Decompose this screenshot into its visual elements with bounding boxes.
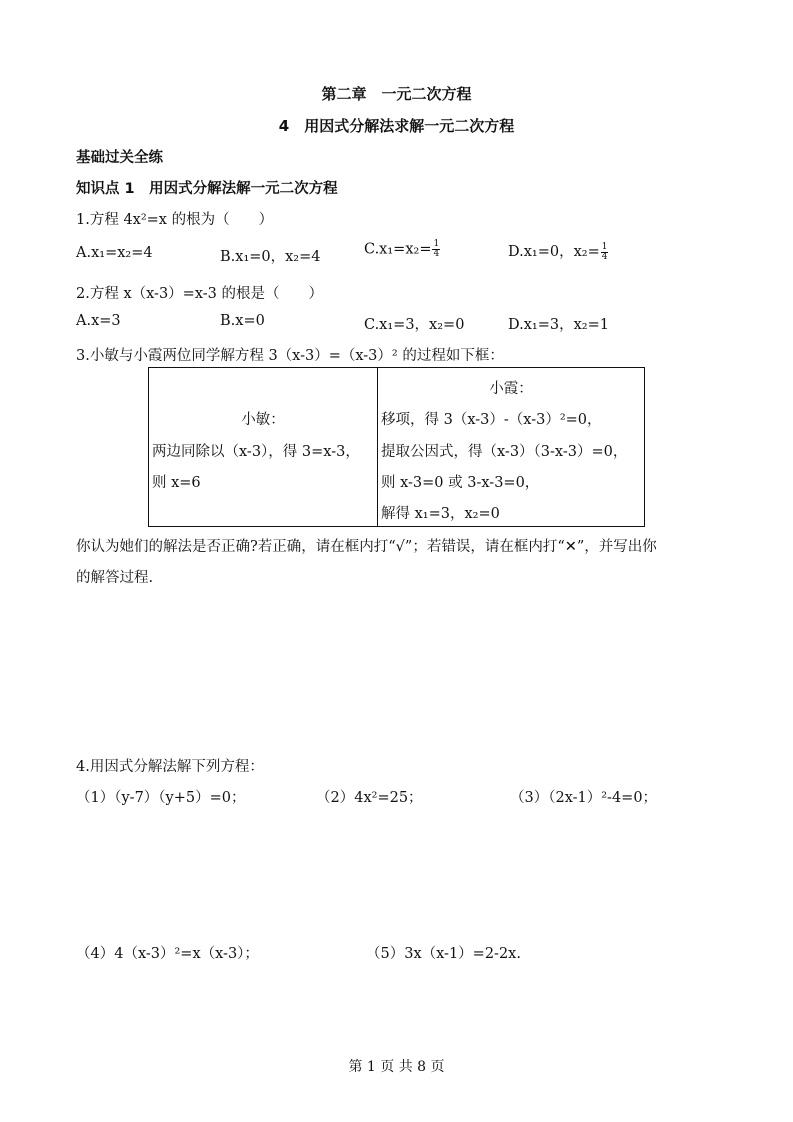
q2-stem: 2.方程 x（x-3）=x-3 的根是（ ） <box>76 286 323 302</box>
xiaoxia-step-1: 移项，得 3（x-3）-（x-3）²=0， <box>381 412 602 428</box>
solution-comparison-table <box>148 367 645 527</box>
fraction-one-quarter <box>601 243 609 262</box>
xiaoxia-name: 小霞： <box>489 381 533 397</box>
q1-option-c <box>364 240 440 259</box>
xiaomin-step-2: 则 x=6 <box>152 475 201 491</box>
xiaomin-name: 小敏： <box>241 412 285 428</box>
q2-option-b: B.x=0 <box>220 313 265 329</box>
q3-question-line-1: 你认为她们的解法是否正确?若正确，请在框内打“√”；若错误，请在框内打“✕”，并写出你 <box>76 539 657 555</box>
q1-option-d <box>508 240 608 262</box>
q4-part-2: （2）4x²=25； <box>316 790 423 806</box>
fraction-denominator: 4 <box>433 249 440 259</box>
q4-stem: 4.用因式分解法解下列方程： <box>76 759 264 775</box>
q4-part-3: （3）（2x-1）²-4=0； <box>510 790 658 806</box>
q1-option-a: A.x₁=x₂=4 <box>76 245 153 261</box>
q2-option-c: C.x₁=3，x₂=0 <box>364 317 465 333</box>
q4-part-5: （5）3x（x-1）=2-2x. <box>366 946 521 962</box>
fraction-numerator: 1 <box>601 241 608 252</box>
xiaoxia-step-3: 则 x-3=0 或 3-x-3=0， <box>381 475 540 491</box>
xiaomin-step-1: 两边同除以（x-3），得 3=x-3， <box>152 444 360 460</box>
q1-option-b: B.x₁=0，x₂=4 <box>220 249 321 265</box>
knowledge-point-heading: 知识点 1 用因式分解法解一元二次方程 <box>76 181 338 197</box>
xiaoxia-step-4: 解得 x₁=3，x₂=0 <box>381 506 500 522</box>
part-heading: 基础过关全练 <box>76 150 163 166</box>
fraction-numerator: 1 <box>433 239 440 249</box>
q2-option-a: A.x=3 <box>76 313 121 329</box>
chapter-title: 第二章 一元二次方程 <box>321 85 472 103</box>
page-footer: 第 1 页 共 8 页 <box>348 1059 445 1075</box>
section-title: 4 用因式分解法求解一元二次方程 <box>278 117 515 135</box>
q4-part-1: （1）（y-7）（y+5）=0； <box>76 790 246 806</box>
fraction-one-quarter <box>432 240 440 259</box>
q3-stem: 3.小敏与小霞两位同学解方程 3（x-3）=（x-3）² 的过程如下框： <box>76 348 504 364</box>
q4-part-4: （4）4（x-3）²=x（x-3）； <box>76 946 259 962</box>
q1-stem: 1.方程 4x²=x 的根为（ ） <box>76 212 274 228</box>
xiaoxia-step-2: 提取公因式，得（x-3）（3-x-3）=0， <box>381 444 628 460</box>
fraction-denominator: 4 <box>601 251 608 262</box>
q3-question-line-2: 的解答过程. <box>76 570 154 586</box>
q1-option-c-text: C.x₁=x₂= <box>364 241 432 258</box>
q2-option-d: D.x₁=3，x₂=1 <box>508 317 609 333</box>
q1-option-d-text: D.x₁=0，x₂= <box>508 244 600 260</box>
